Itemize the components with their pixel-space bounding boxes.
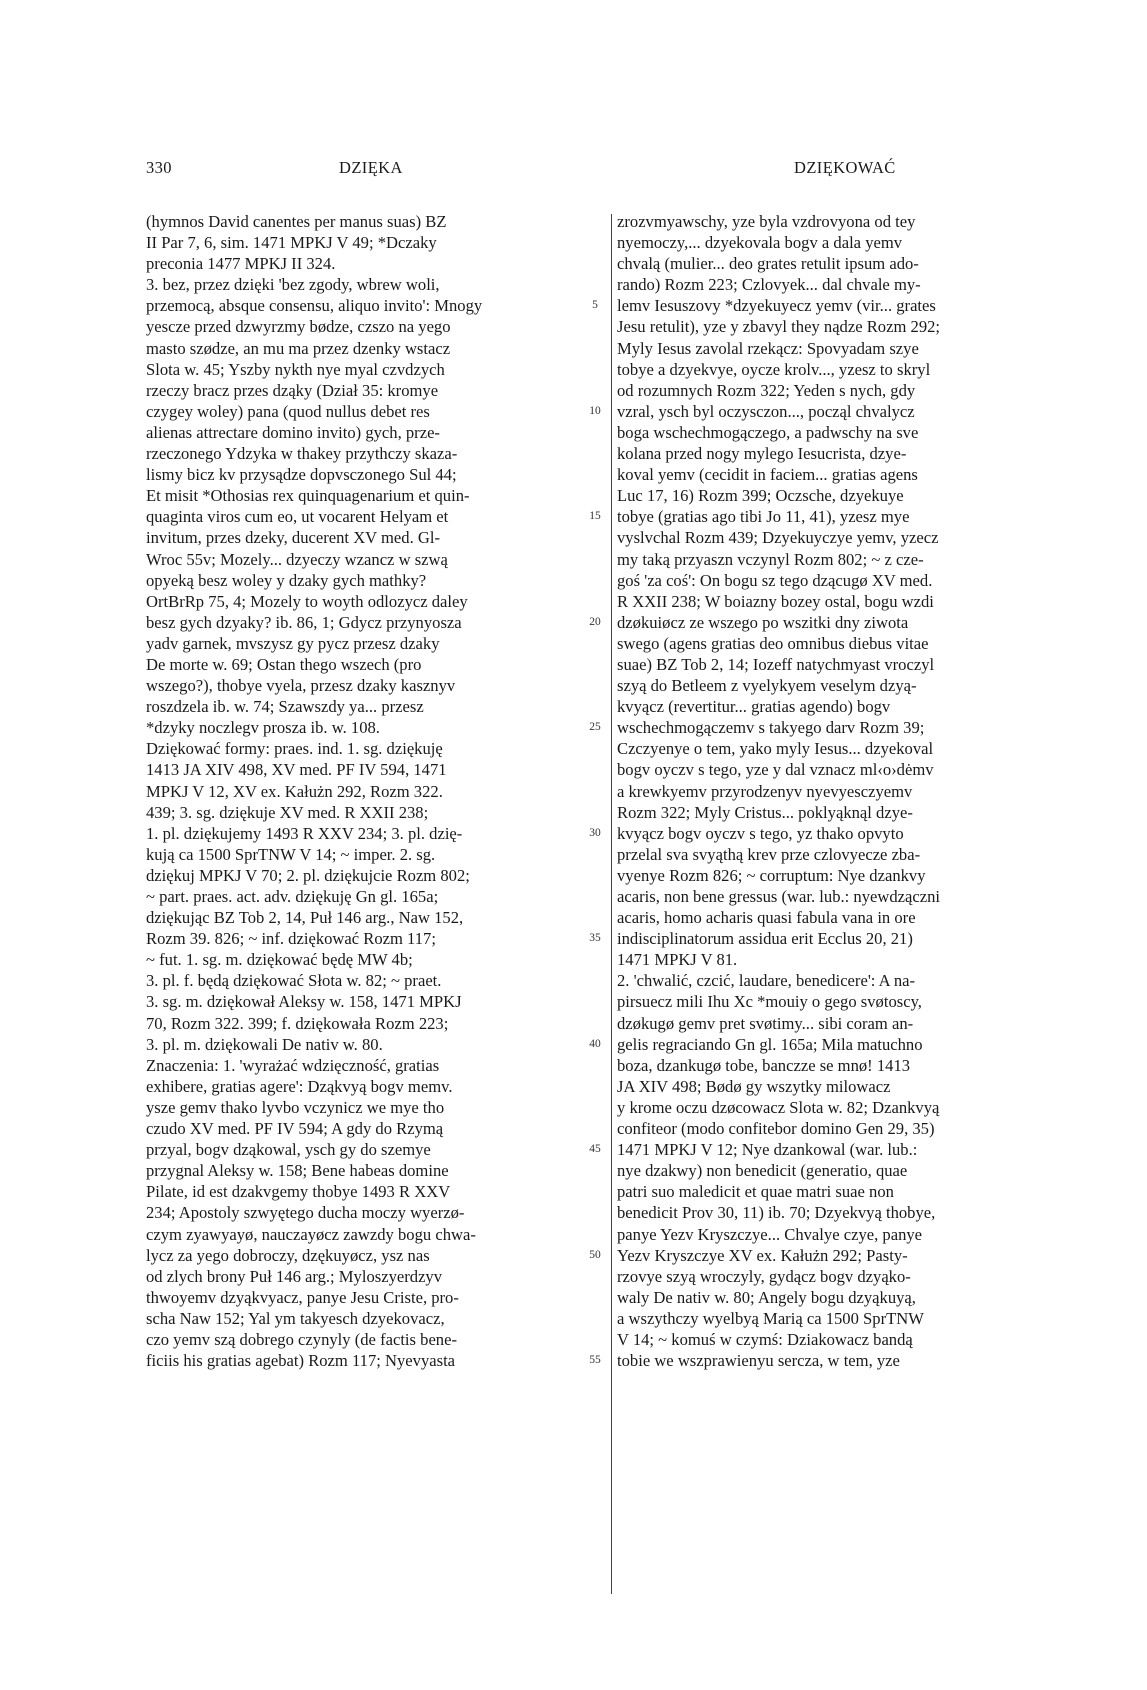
text-line: czym zyawyayø, nauczayøcz zawzdy bogu chwa- (146, 1224, 476, 1244)
text-line: suae) BZ Tob 2, 14; Iozeff natychmyast vroczyl (617, 654, 935, 674)
text-line: przelal sva svyąthą krev prze czlovyecze zba- (617, 844, 921, 864)
column-divider (611, 214, 612, 1594)
left-text-column (146, 211, 576, 1371)
text-line: swego (agens gratias deo omnibus diebus vitae (617, 633, 929, 653)
line-number: 5 (592, 299, 598, 312)
text-line: Pilate, id est dzakvgemy thobye 1493 R XXV (146, 1182, 451, 1202)
text-line: patri suo maledicit et quae matri suae non (617, 1182, 894, 1202)
text-line: Czczyenye o tem, yako myly Iesus... dzyekoval (617, 739, 934, 759)
running-header (0, 158, 1147, 182)
text-line: JA XIV 498; Bødø gy wszytky milowacz (617, 1076, 891, 1096)
text-line: tobye (gratias ago tibi Jo 11, 41), yzesz mye (617, 507, 910, 527)
line-number: 35 (589, 932, 601, 945)
text-line: lycz za yego dobroczy, dzękuyøcz, ysz nas (146, 1245, 430, 1265)
text-line: tobye a dzyekvye, oycze krolv..., yzesz to skryl (617, 359, 931, 379)
text-line: rando) Rozm 223; Czlovyek... dal chvale my- (617, 275, 921, 295)
text-line: rzeczonego Ydzyka w thakey przythczy skaza- (146, 444, 458, 464)
text-line: acaris, non bene gressus (war. lub.: nyewdzączni (617, 887, 941, 906)
text-line: invitum, przes dzeky, ducerent XV med. Gl- (146, 528, 440, 548)
text-line: nyemoczy,... dzyekovala bogv a dala yemv (617, 233, 903, 253)
text-line: wszego?), thobye vyela, przesz dzaky kasznyv (146, 676, 456, 696)
text-line: MPKJ V 12, XV ex. Kałużn 292, Rozm 322. (146, 781, 443, 801)
text-line: zrozvmyawschy, yze byla vzdrovyona od tey (617, 212, 916, 231)
text-line: OrtBrRp 75, 4; Mozely to woyth odlozycz daley (146, 591, 468, 611)
line-number: 20 (589, 615, 601, 628)
text-line: vyslvchal Rozm 439; Dzyekuyczye yemv, yzecz (617, 528, 939, 548)
text-line: koval yemv (cecidit in faciem... gratias agens (617, 465, 918, 485)
text-line: kują ca 1500 SprTNW V 14; ~ imper. 2. sg. (146, 844, 436, 864)
text-line: lismy bicz kv przysądze dopvsczonego Sul 44; (146, 465, 457, 485)
text-line: od zlych brony Puł 146 arg.; Myloszyerdzyv (146, 1266, 443, 1286)
text-line: yescze przed dzwyrzmy bødze, czszo na yego (146, 317, 451, 337)
text-line: 2. 'chwalić, czcić, laudare, benedicere': A na- (617, 971, 916, 991)
line-number: 50 (589, 1248, 601, 1261)
text-line: czygey woley) pana (quod nullus debet res (146, 401, 430, 421)
text-line: confiteor (modo confitebor domino Gen 29, 35) (617, 1119, 935, 1139)
text-line: panye Yezv Kryszczye... Chvalye czye, panye (617, 1224, 923, 1244)
text-line: tobie we wszprawienyu sercza, w tem, yze (617, 1351, 900, 1371)
text-line: wschechmogączemv s takyego darv Rozm 39; (617, 718, 925, 738)
text-line: kvyącz (revertitur... gratias agendo) bogv (617, 697, 891, 717)
text-line: Znaczenia: 1. 'wyrażać wdzięczność, gratias (146, 1055, 440, 1075)
text-line: Et misit *Othosias rex quinquagenarium et quin- (146, 486, 470, 506)
text-line: exhibere, gratias agere': Dząkvyą bogv memv. (146, 1076, 453, 1096)
right-text-column (617, 211, 1047, 1371)
text-line: Jesu retulit), yze y zbavyl they nądze Rozm 292; (617, 317, 941, 337)
text-line: 1471 MPKJ V 12; Nye dzankowal (war. lub.: (617, 1140, 918, 1160)
text-line: y krome oczu dzøcowacz Slota w. 82; Dzankvyą (617, 1097, 940, 1117)
text-line: ysze gemv thako lyvbo vczynicz we mye tho (146, 1097, 445, 1117)
text-line: vzral, ysch byl oczysczon..., począl chvalycz (617, 401, 915, 421)
text-line: roszdzela ib. w. 74; Szawszdy ya... przesz (146, 697, 424, 717)
text-line: quaginta viros cum eo, ut vocarent Helyam et (146, 507, 449, 527)
text-line: przyal, bogv dząkowal, ysch gy do szemye (146, 1140, 431, 1160)
text-line: kolana przed nogy mylego Iesucrista, dzye- (617, 444, 907, 464)
text-line: dziękując BZ Tob 2, 14, Puł 146 arg., Naw 152, (146, 908, 464, 928)
text-line: gelis regraciando Gn gl. 165a; Mila matuchno (617, 1034, 923, 1054)
text-line: a krewkyemv przyrodzenyv nyevyesczyemv (617, 781, 913, 801)
text-line: boza, dzankugø tobe, banczze se mnø! 1413 (617, 1055, 911, 1075)
line-number: 30 (589, 826, 601, 839)
text-line: ~ part. praes. act. adv. dziękuję Gn gl. 165a; (146, 887, 439, 906)
text-line: dzøkugø gemv pret svøtimy... sibi coram an- (617, 1013, 914, 1033)
text-line: od rozumnych Rozm 322; Yeden s nych, gdy (617, 380, 916, 400)
text-line: kvyącz bogv oyczv s tego, yz thako opvyto (617, 823, 904, 843)
text-line: besz gych dzyaky? ib. 86, 1; Gdycz przynyosza (146, 612, 462, 632)
text-line: dziękuj MPKJ V 70; 2. pl. dziękujcie Rozm 802; (146, 865, 470, 885)
text-line: dzøkuiøcz ze wszego po wszitki dny ziwota (617, 612, 909, 632)
text-line: Rozm 322; Myly Cristus... poklyąknąl dzye- (617, 802, 913, 822)
line-number: 25 (589, 721, 601, 734)
text-line: goś 'za coś': On bogu sz tego dzącugø XV med. (617, 570, 933, 590)
text-line: preconia 1477 MPKJ II 324. (146, 254, 336, 274)
line-number: 40 (589, 1037, 601, 1050)
text-line: 3. sg. m. dziękował Aleksy w. 158, 1471 MPKJ (146, 992, 462, 1012)
text-line: czudo XV med. PF IV 594; A gdy do Rzymą (146, 1119, 444, 1139)
text-line: (hymnos David canentes per manus suas) BZ (146, 212, 447, 231)
text-line: rzovye szyą wroczyly, gydącz bogv dzyąko- (617, 1266, 911, 1286)
page-number: 330 (146, 158, 172, 177)
text-line: acaris, homo acharis quasi fabula vana in ore (617, 908, 916, 928)
text-line: opyeką besz woley y dzaky gych mathky? (146, 570, 427, 590)
text-line: 1. pl. dziękujemy 1493 R XXV 234; 3. pl. dzię- (146, 823, 463, 843)
text-line: my taką przyaszn vczynyl Rozm 802; ~ z cze- (617, 549, 924, 569)
text-line: nye dzakwy) non benedicit (generatio, quae (617, 1161, 908, 1181)
text-line: V 14; ~ komuś w czymś: Dziakowacz bandą (617, 1329, 913, 1349)
text-line: 70, Rozm 322. 399; f. dziękowała Rozm 223; (146, 1013, 449, 1033)
text-line: alienas attrectare domino invito) gych, prze- (146, 422, 440, 442)
text-line: lemv Iesuszovy *dzyekuyecz yemv (vir... grates (617, 296, 936, 316)
line-number-gutter (578, 211, 612, 1371)
text-line: benedicit Prov 30, 11) ib. 70; Dzyekvyą thobye, (617, 1203, 936, 1223)
text-line: 234; Apostoly szwyętego ducha moczy wyerzø- (146, 1203, 465, 1223)
text-line: R XXII 238; W boiazny bozey ostal, bogu wzdi (617, 591, 934, 611)
text-line: 3. pl. m. dziękowali De nativ w. 80. (146, 1034, 383, 1054)
text-line: szyą do Betleem z vyelykyem veselym dzyą- (617, 676, 917, 696)
text-line: II Par 7, 6, sim. 1471 MPKJ V 49; *Dczaky (146, 233, 437, 253)
text-line: masto szødze, an mu ma przez dzenky wstacz (146, 338, 451, 358)
text-line: scha Naw 152; Yal ym takyesch dzyekovacz, (146, 1308, 445, 1328)
text-line: 1471 MPKJ V 81. (617, 950, 738, 970)
text-line: rzeczy bracz przes dząky (Dział 35: kromye (146, 380, 439, 400)
text-line: ficiis his gratias agebat) Rozm 117; Nyevyasta (146, 1351, 456, 1371)
line-number: 55 (589, 1354, 601, 1367)
line-number: 45 (589, 1143, 601, 1156)
text-line: a wszythczy wyelbyą Marią ca 1500 SprTNW (617, 1308, 924, 1328)
text-line: przygnal Aleksy w. 158; Bene habeas domine (146, 1161, 449, 1181)
text-line: 3. bez, przez dzięki 'bez zgody, wbrew woli, (146, 275, 440, 295)
text-line: Slota w. 45; Yszby nykth nye myal czvdzych (146, 359, 445, 379)
text-line: przemocą, absque consensu, aliquo invito': Mnogy (146, 296, 483, 316)
text-line: indisciplinatorum assidua erit Ecclus 20, 21) (617, 929, 913, 949)
text-line: chvalą (mulier... deo grates retulit ipsum ado- (617, 254, 919, 274)
text-line: Yezv Kryszczye XV ex. Kałużn 292; Pasty- (617, 1245, 908, 1265)
text-line: 439; 3. sg. dziękuje XV med. R XXII 238; (146, 802, 429, 822)
text-line: Rozm 39. 826; ~ inf. dziękować Rozm 117; (146, 929, 436, 949)
text-line: 1413 JA XIV 498, XV med. PF IV 594, 1471 (146, 760, 447, 780)
text-line: vyenye Rozm 826; ~ corruptum: Nye dzankvy (617, 865, 926, 885)
line-number: 15 (589, 510, 601, 523)
text-line: czo yemv szą dobrego czynyly (de factis bene- (146, 1329, 457, 1349)
text-line: Dziękować formy: praes. ind. 1. sg. dziękuję (146, 739, 443, 759)
text-line: Wroc 55v; Mozely... dzyeczy wzancz w szwą (146, 549, 448, 569)
line-number: 10 (589, 404, 601, 417)
text-line: boga wschechmogączego, a padwschy na sve (617, 422, 919, 442)
text-line: Myly Iesus zavolal rzekącz: Spovyadam szye (617, 338, 919, 358)
text-line: bogv oyczv s tego, yze y dal vznacz ml‹o›dėmv (617, 760, 934, 780)
text-line: yadv garnek, mvszysz gy pycz przesz dzaky (146, 633, 440, 653)
text-line: ~ fut. 1. sg. m. dziękować będę MW 4b; (146, 950, 413, 970)
text-line: Luc 17, 16) Rozm 399; Oczsche, dzyekuye (617, 486, 904, 506)
right-running-head: DZIĘKOWAĆ (794, 158, 896, 177)
text-line: waly De nativ w. 80; Angely bogu dzyąkuyą, (617, 1287, 916, 1307)
text-line: thwoyemv dzyąkvyacz, panye Jesu Criste, pro- (146, 1287, 459, 1307)
text-line: De morte w. 69; Ostan thego wszech (pro (146, 654, 422, 674)
text-line: pirsuecz mili Ihu Xc *mouiy o gego svøtoscy, (617, 992, 922, 1012)
text-line: *dzyky noczlegv prosza ib. w. 108. (146, 718, 380, 738)
left-running-head: DZIĘKA (339, 158, 403, 177)
text-line: 3. pl. f. będą dziękować Słota w. 82; ~ praet. (146, 971, 442, 991)
